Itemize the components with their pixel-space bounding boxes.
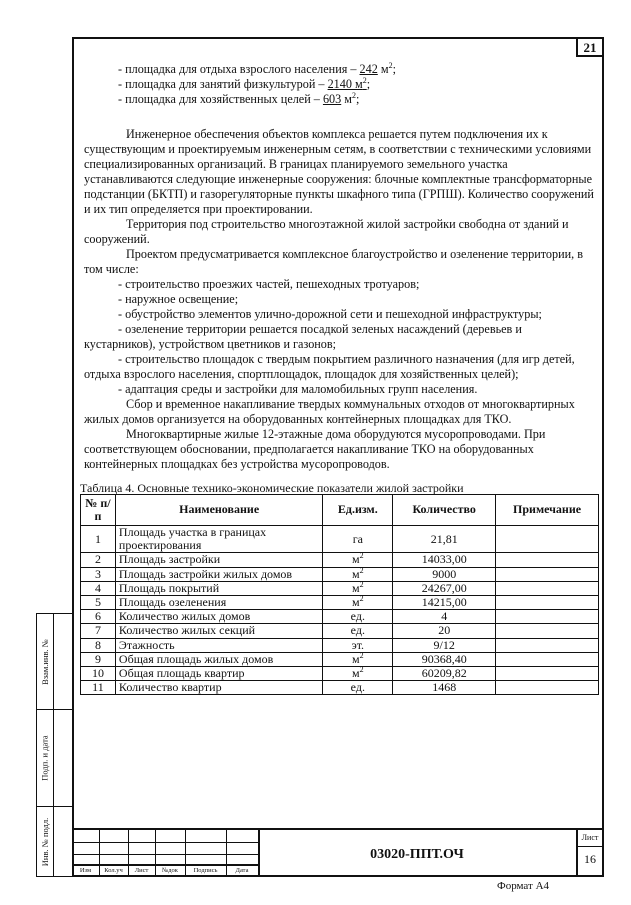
cell-note: [496, 526, 599, 553]
cell-quantity: 60209,82: [393, 667, 496, 681]
stamp-col-ndok: №док: [162, 867, 178, 874]
cell-quantity: 9/12: [393, 638, 496, 652]
cell-quantity: 20: [393, 624, 496, 638]
table-header-row: [81, 495, 599, 526]
stamp-col-data: Дата: [235, 867, 249, 874]
body-text: [84, 62, 594, 472]
inv-zam-label: Взам.инв. №: [40, 638, 50, 685]
header-note: Примечание: [496, 495, 599, 526]
cell-quantity: 1468: [393, 681, 496, 695]
document-code: 03020-ППТ.ОЧ: [370, 846, 464, 862]
binding-strip-inv-podl: [36, 807, 72, 877]
cell-unit: $м^2$: [323, 581, 393, 595]
cell-note: [496, 553, 599, 567]
cell-unit: эт.: [323, 638, 393, 652]
list-item-accessibility: - адаптация среды и застройки для маломобильных групп населения.: [118, 382, 478, 396]
paper-format: Формат А4: [497, 880, 550, 892]
stamp-col-kol-uch: Кол.уч: [104, 867, 123, 874]
cell-quantity: 21,81: [393, 526, 496, 553]
cell-number: 11: [81, 681, 116, 695]
title-block-stamp: [72, 828, 604, 877]
table-row: [81, 638, 599, 652]
list-item-roads: - строительство проезжих частей, пешеходных тротуаров;: [118, 277, 420, 291]
paragraph-landscaping-first: Проектом предусматривается комплексное благоустройство и озеленение территории, в: [126, 247, 584, 261]
list-item-infrastructure: - обустройство элементов улично-дорожной сети и пешеходной инфраструктуры;: [118, 307, 542, 321]
cell-quantity: 4: [393, 610, 496, 624]
table-row: [81, 567, 599, 581]
page-number: 21: [576, 37, 604, 57]
header-unit: Ед.изм.: [323, 495, 393, 526]
sheet-number: 16: [584, 852, 596, 866]
cell-unit: $м^2$: [323, 596, 393, 610]
cell-quantity: 9000: [393, 567, 496, 581]
cell-quantity: 24267,00: [393, 581, 496, 595]
list-item-greening-rest: кустарников), устройством цветников и газонов;: [84, 337, 337, 351]
cell-number: 2: [81, 553, 116, 567]
list-item-playgrounds-rest: отдыха взрослого населения, спортплощадок, площадок для хозяйственных целей);: [84, 367, 519, 381]
cell-note: [496, 610, 599, 624]
cell-quantity: 14033,00: [393, 553, 496, 567]
paragraph-chutes-first: Многоквартирные жилые 12-этажные дома оборудуются мусоропроводами. При: [126, 427, 546, 441]
binding-strip-inv-zam: [36, 613, 72, 710]
inv-podl-label: Инв. № подл.: [40, 817, 50, 866]
paragraph-territory-rest: сооружений.: [84, 232, 150, 246]
cell-number: 3: [81, 567, 116, 581]
cell-unit: ед.: [323, 681, 393, 695]
cell-number: 6: [81, 610, 116, 624]
table-row: [81, 596, 599, 610]
table-caption: Таблица 4. Основные технико-экономические показатели жилой застройки: [80, 481, 464, 495]
table-row: [81, 681, 599, 695]
cell-name: Общая площадь квартир: [115, 667, 322, 681]
cell-note: [496, 624, 599, 638]
table-row: [81, 667, 599, 681]
paragraph-engineering-rest: существующим и проектируемым инженерным сетям, в соответствии с техническими условиями специализированных организаций. В границах планируемого земельного участка устанавливаются следующие инженерные сооружения: блочные комплектные трансформаторные подстанции (БКТП) и газорегуляторные пункты шкафного типа (ГРПШ). Количество сооружений и их тип определяется при проектировании.: [84, 142, 594, 216]
bullet-adult-area: - площадка для отдыха взрослого населения – 242 $м^2$;: [118, 60, 396, 76]
paragraph-landscaping-rest: том числе:: [84, 262, 139, 276]
cell-name: Этажность: [115, 638, 322, 652]
table-row: [81, 624, 599, 638]
table-row: [81, 581, 599, 595]
paragraph-waste-rest: жилых домов организуется на оборудованных контейнерных площадках для ТКО.: [84, 412, 512, 426]
cell-number: 5: [81, 596, 116, 610]
stamp-col-podpis: Подпись: [193, 867, 218, 874]
list-item-greening-first: - озеленение территории решается посадкой зеленых насаждений (деревьев и: [118, 322, 522, 336]
cell-unit: ед.: [323, 610, 393, 624]
cell-note: [496, 581, 599, 595]
cell-note: [496, 596, 599, 610]
paragraph-chutes-rest: соответствующем обосновании, предполагается накапливание ТКО на оборудованных контейнерных площадках без устройства мусоропроводов.: [84, 442, 534, 471]
bullet-sport-area: - площадка для занятий физкультурой – 2140 $м^2$;: [118, 75, 371, 91]
paragraph-waste-first: Сбор и временное накапливание твердых коммунальных отходов от многоквартирных: [126, 397, 575, 411]
cell-note: [496, 638, 599, 652]
cell-note: [496, 667, 599, 681]
cell-unit: $м^2$: [323, 567, 393, 581]
cell-note: [496, 567, 599, 581]
header-quantity: Количество: [393, 495, 496, 526]
cell-name: Площадь озеленения: [115, 596, 322, 610]
cell-number: 7: [81, 624, 116, 638]
cell-name: Общая площадь жилых домов: [115, 652, 322, 666]
cell-name: Количество жилых секций: [115, 624, 322, 638]
cell-name: Количество жилых домов: [115, 610, 322, 624]
list-item-lighting: - наружное освещение;: [118, 292, 239, 306]
stamp-col-list: Лист: [134, 867, 149, 874]
cell-note: [496, 681, 599, 695]
table-row: [81, 526, 599, 553]
cell-note: [496, 652, 599, 666]
cell-number: 10: [81, 667, 116, 681]
cell-name: Количество квартир: [115, 681, 322, 695]
table-row: [81, 652, 599, 666]
indicators-table: [80, 494, 599, 695]
cell-unit: $м^2$: [323, 553, 393, 567]
header-name: Наименование: [115, 495, 322, 526]
paragraph-engineering-first: Инженерное обеспечения объектов комплекса решается путем подключения их к: [126, 127, 548, 141]
binding-strip-podp-data: [36, 710, 72, 807]
cell-name: Площадь покрытий: [115, 581, 322, 595]
cell-name: Площадь участка в границах проектирования: [115, 526, 322, 553]
cell-quantity: 90368,40: [393, 652, 496, 666]
cell-unit: $м^2$: [323, 667, 393, 681]
sheet-label: Лист: [581, 833, 599, 842]
cell-number: 8: [81, 638, 116, 652]
cell-unit: га: [323, 526, 393, 553]
cell-name: Площадь застройки жилых домов: [115, 567, 322, 581]
podp-data-label: Подп. и дата: [40, 735, 51, 781]
paragraph-territory-first: Территория под строительство многоэтажной жилой застройки свободна от зданий и: [126, 217, 569, 231]
cell-number: 9: [81, 652, 116, 666]
cell-unit: ед.: [323, 624, 393, 638]
cell-number: 1: [81, 526, 116, 553]
table-row: [81, 553, 599, 567]
table-row: [81, 610, 599, 624]
stamp-col-izm: Изм: [79, 867, 92, 874]
bullet-household-area: - площадка для хозяйственных целей – 603 $м^2$;: [118, 90, 360, 106]
list-item-playgrounds-first: - строительство площадок с твердым покрытием различного назначения (для игр детей,: [118, 352, 575, 366]
cell-number: 4: [81, 581, 116, 595]
cell-unit: $м^2$: [323, 652, 393, 666]
cell-quantity: 14215,00: [393, 596, 496, 610]
cell-name: Площадь застройки: [115, 553, 322, 567]
header-number: № п/п: [81, 495, 116, 526]
